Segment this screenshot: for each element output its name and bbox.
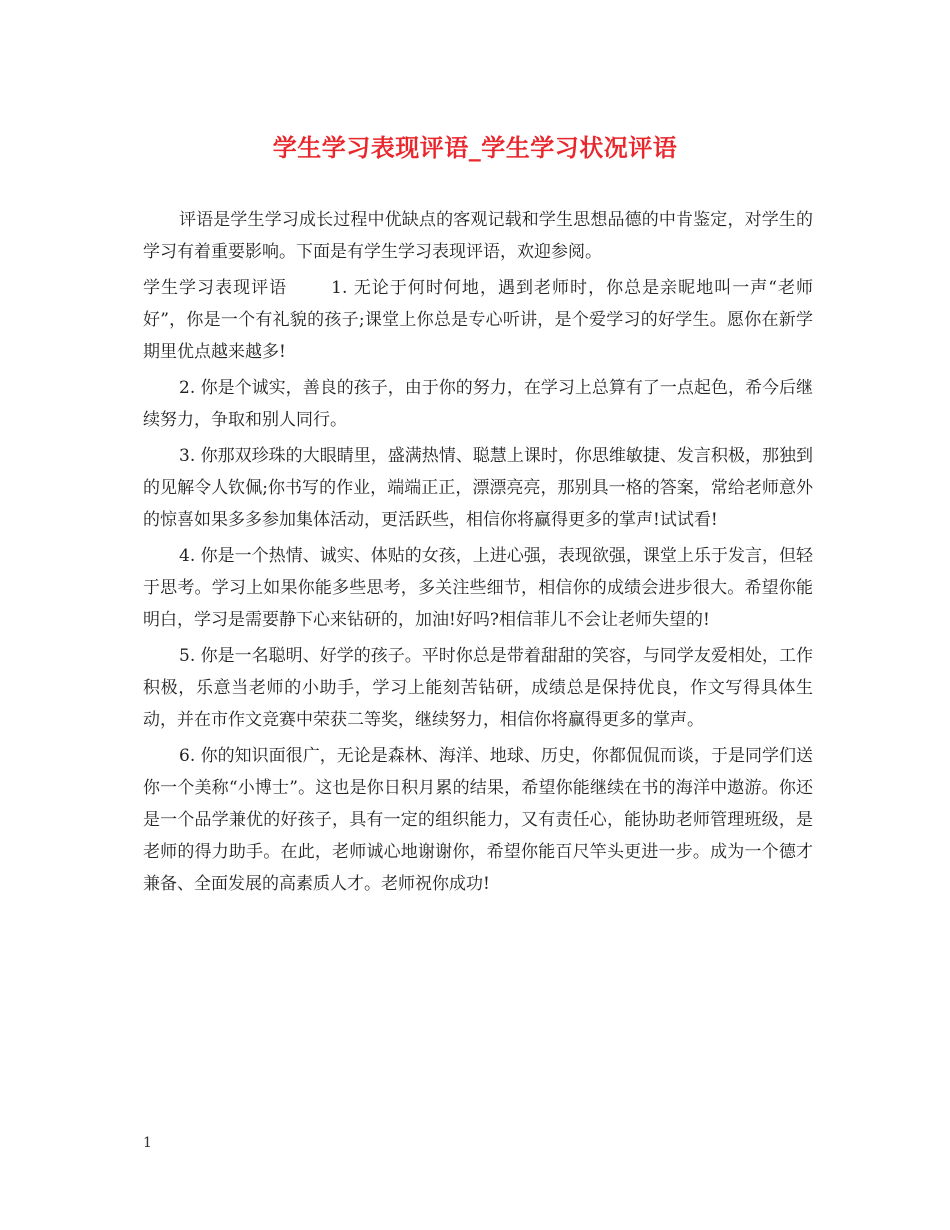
comment-item-4: 4. 你是一个热情、诚实、体贴的女孩，上进心强，表现欲强，课堂上乐于发言，但轻于思考。学习上如果你能多些思考，多关注些细节，相信你的成绩会进步很大。希望你能明白，学习是需要静下心来钻研的，加油!好吗?相信菲儿不会让老师失望的! bbox=[143, 546, 813, 630]
comment-item-1: 1. 无论于何时何地，遇到老师时，你总是亲昵地叫一声“老师好”，你是一个有礼貌的孩子;课堂上你总是专心听讲，是个爱学习的好学生。愿你在新学期里优点越来越多! bbox=[143, 278, 813, 362]
comment-item-6: 6. 你的知识面很广，无论是森林、海洋、地球、历史，你都侃侃而谈，于是同学们送你一个美称“小博士”。这也是你日积月累的结果，希望你能继续在书的海洋中遨游。你还是一个品学兼优的好孩子，具有一定的组织能力，又有责任心，能协助老师管理班级，是老师的得力助手。在此，老师诚心地谢谢你，希望你能百尺竿头更进一步。成为一个德才兼备、全面发展的高素质人才。老师祝你成功! bbox=[143, 746, 813, 894]
section-heading: 学生学习表现评语 bbox=[143, 278, 288, 298]
page-number: 1 bbox=[143, 1135, 152, 1151]
page-title: 学生学习表现评语_学生学习状况评语 bbox=[272, 133, 678, 162]
intro-paragraph: 评语是学生学习成长过程中优缺点的客观记载和学生思想品德的中肯鉴定，对学生的学习有着重要影响。下面是有学生学习表现评语，欢迎参阅。 bbox=[143, 210, 813, 262]
section-first-line bbox=[143, 272, 813, 368]
comment-item-3: 3. 你那双珍珠的大眼睛里，盛满热情、聪慧上课时，你思维敏捷、发言积极，那独到的见解令人钦佩;你书写的作业，端端正正，漂漂亮亮，那别具一格的答案，常给老师意外的惊喜如果多多参加集体活动，更活跃些，相信你将赢得更多的掌声!试试看! bbox=[143, 446, 813, 530]
comment-item-5: 5. 你是一名聪明、好学的孩子。平时你总是带着甜甜的笑容，与同学友爱相处，工作积极，乐意当老师的小助手，学习上能刻苦钻研，成绩总是保持优良，作文写得具体生动，并在市作文竞赛中荣获二等奖，继续努力，相信你将赢得更多的掌声。 bbox=[143, 646, 813, 730]
comment-item-2: 2. 你是个诚实，善良的孩子，由于你的努力，在学习上总算有了一点起色，希今后继续努力，争取和别人同行。 bbox=[143, 378, 813, 430]
document-body bbox=[143, 204, 813, 904]
